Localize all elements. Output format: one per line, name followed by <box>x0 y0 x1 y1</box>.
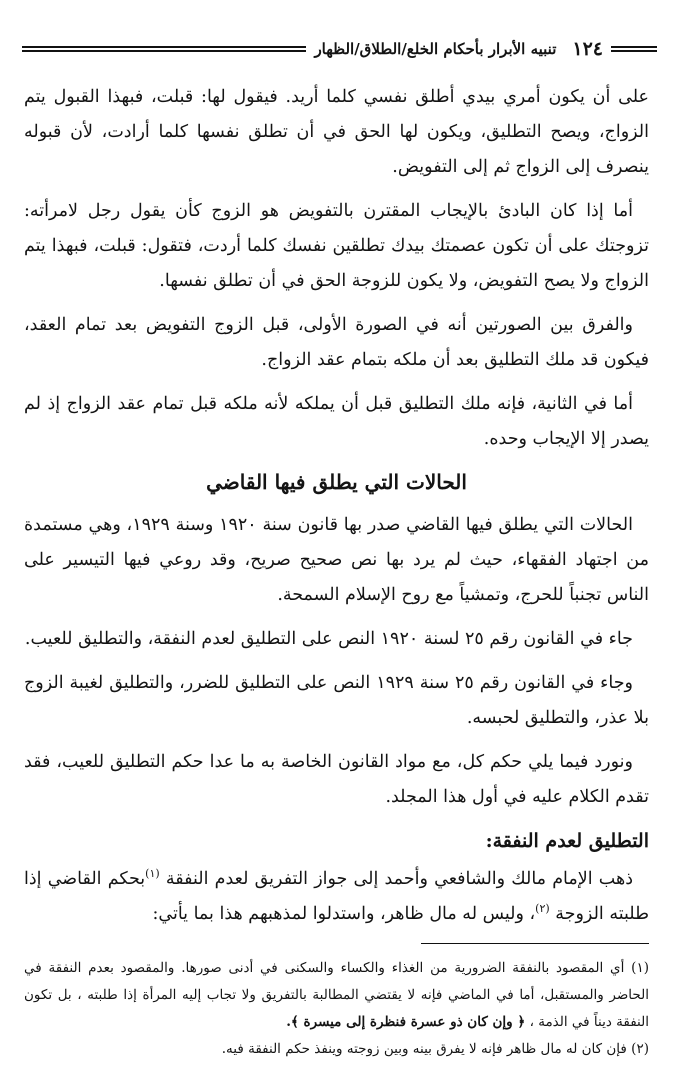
footnote-1-quran-verse: ﴿ وإن كان ذو عسرة فنظرة إلى ميسرة ﴾. <box>286 1014 526 1030</box>
paragraph-3: والفرق بين الصورتين أنه في الصورة الأولى، قبل الزوج التفويض بعد تمام العقد، فيكون قد ملك التطليق بعد أن ملكه بتمام عقد الزواج. <box>24 315 649 370</box>
subheading: التطليق لعدم النفقة: <box>485 830 649 852</box>
footnote-2-text: فإن كان له مال ظاهر فإنه لا يفرق بينه وبين زوجته وينفذ حكم النفقة فيه. <box>221 1041 627 1057</box>
section-title: الحالات التي يطلق فيها القاضي <box>206 470 467 494</box>
paragraph-4: أما في الثانية، فإنه ملك التطليق قبل أن يملكه لأنه ملكه قبل تمام عقد الزواج إذ لم يصدر إلا الإيجاب وحده. <box>24 394 649 449</box>
paragraph-5: الحالات التي يطلق فيها القاضي صدر بها قانون سنة ١٩٢٠ وسنة ١٩٢٩، وهي مستمدة من اجتهاد الفقهاء، حيث لم يرد بها نص صحيح صريح، وقد روعي فيها التيسير على الناس تجنباً للحرج، وتمشياً مع روح الإسلام السمحة. <box>24 515 649 605</box>
footnote-1-text: أي المقصود بالنفقة الضرورية من الغذاء والكساء والسكنى في أدنى صورها. والمقصود بعدم النفقة في الحاضر والمستقبل، أما في الماضي فإنه لا يقتضي المطالبة بالتفريق ولا تجاب إليه المرأة إذا طلبته ، بل تكون النفقة ديناً في الذمة ، <box>24 960 649 1030</box>
paragraph-1: على أن يكون أمري بيدي أطلق نفسي كلما أريد. فيقول لها: قبلت، فبهذا القبول يتم الزواج، ويصح التطليق، ويكون لها الحق في أن تطلق نفسها كلما أرادت، لأن قبوله ينصرف إلى الزواج ثم إلى التفويض. <box>24 87 649 177</box>
paragraph-9-part-1: ذهب الإمام مالك والشافعي وأحمد إلى جواز التفريق لعدم النفقة <box>165 869 633 889</box>
footnote-1 <box>24 955 649 1036</box>
main-text <box>24 80 649 941</box>
header-rule-left <box>22 46 306 52</box>
footnote-1-marker: (١) <box>631 960 649 976</box>
paragraph-6: جاء في القانون رقم ٢٥ لسنة ١٩٢٠ النص على التطليق لعدم النفقة، والتطليق للعيب. <box>24 629 633 649</box>
footnote-2-marker: (٢) <box>631 1041 649 1057</box>
paragraph-2: أما إذا كان البادئ بالإيجاب المقترن بالتفويض هو الزوج كأن يقول رجل لامرأته: تزوجتك على أن تكون عصمتك بيدك تطلقين نفسك كلما أردت، فتقول: قبلت، فبهذا يتم الزواج ولا يصح التفويض، ولا يكون للزوجة الحق في أن تطلق نفسها. <box>24 201 649 291</box>
paragraph-9 <box>24 862 649 932</box>
paragraph-7: وجاء في القانون رقم ٢٥ سنة ١٩٢٩ النص على التطليق للضرر، والتطليق لغيبة الزوج بلا عذر، والتطليق لحبسه. <box>24 673 649 728</box>
paragraph-8: ونورد فيما يلي حكم كل، مع مواد القانون الخاصة به ما عدا حكم التطليق للعيب، فقد تقدم الكلام عليه في أول هذا المجلد. <box>24 752 649 807</box>
running-title: تنبيه الأبرار بأحكام الخلع/الطلاق/الظهار <box>314 40 557 58</box>
page-header <box>22 34 657 64</box>
paragraph-9-part-2: بحكم القاضي إذا طلبته الزوجة <box>24 869 649 924</box>
footnote-ref-1: (١) <box>145 867 160 881</box>
page-number: ١٢٤ <box>572 38 603 60</box>
header-rule-right <box>611 46 657 52</box>
footnotes <box>24 955 649 1063</box>
footnote-separator <box>421 943 649 944</box>
footnote-ref-2: (٢) <box>535 902 550 916</box>
footnote-2 <box>24 1036 649 1063</box>
paragraph-9-part-3: ، وليس له مال ظاهر، واستدلوا لمذهبهم هذا بما يأتي: <box>152 904 536 924</box>
